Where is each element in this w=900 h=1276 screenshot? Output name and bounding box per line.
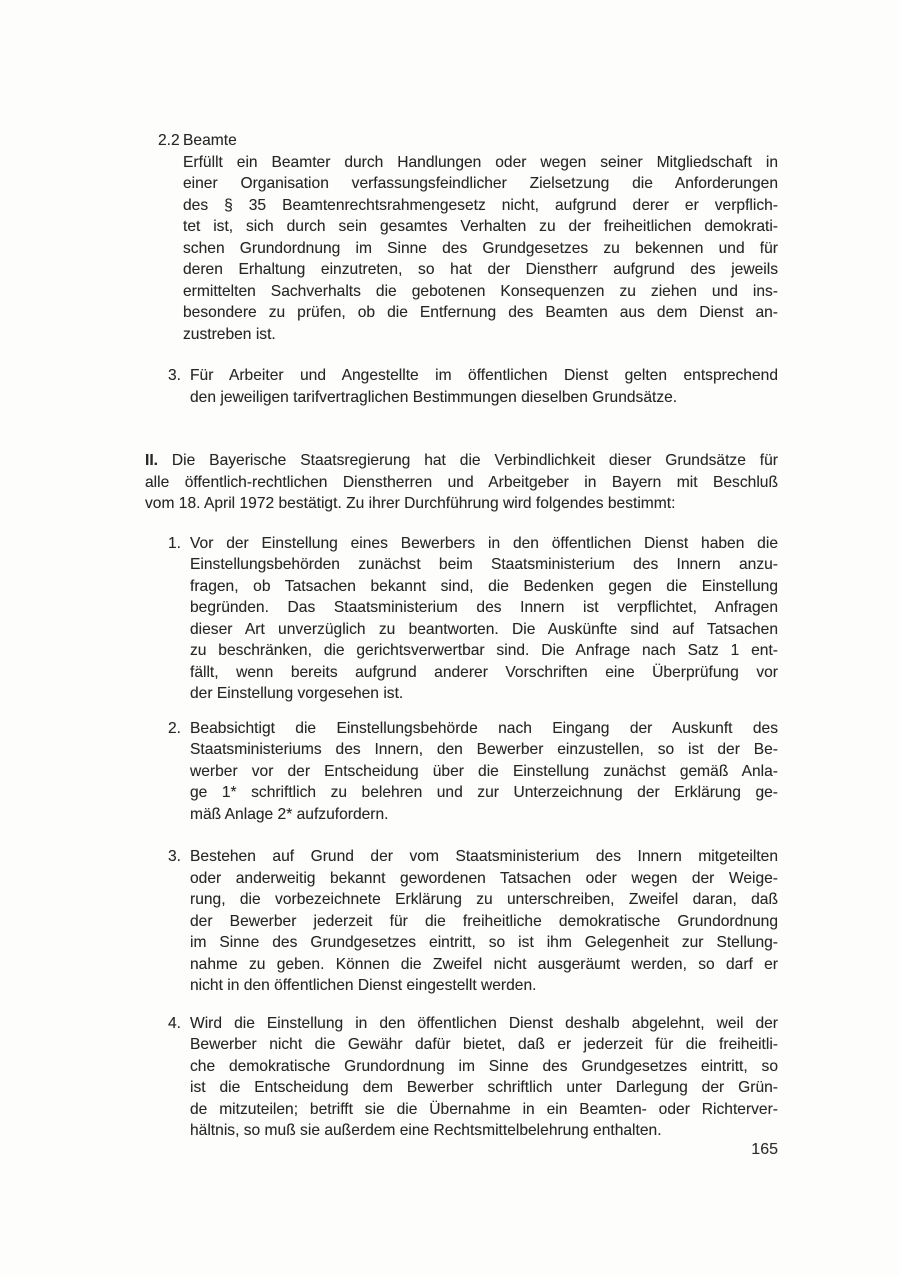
item-4-ablehnung-mitteilung-line-4: ist die Entscheidung dem Bewerber schriftlich unter Darlegung der Grün- [190, 1079, 778, 1096]
item-2-belehrung-erklaerung-line-2: Staatsministeriums des Innern, den Bewerber einzustellen, so ist der Be- [190, 741, 778, 758]
item-3-zweifel-stellungnahme-line-2: oder anderweitig bekannt gewordenen Tatsachen oder wegen der Weige- [190, 869, 778, 887]
item-3-zweifel-stellungnahme [145, 846, 778, 997]
item-4-ablehnung-mitteilung-line-6: hältnis, so muß sie außerdem eine Rechtsmittelbelehrung enthalten. [190, 1122, 662, 1139]
item-1-anfrage-staatsministerium-line-2: Einstellungsbehörden zunächst beim Staatsministerium des Innern anzu- [190, 556, 778, 573]
subsection-2-2-beamte-line-5: tet ist, sich durch sein gesamtes Verhalten zu der freiheitlichen demokrati- [183, 218, 778, 235]
subsection-2-2-beamte-label: 2.2 [158, 132, 180, 149]
paragraph-roman-ii [145, 450, 778, 515]
item-1-anfrage-staatsministerium-line-8: der Einstellung vorgesehen ist. [190, 685, 404, 702]
item-1-anfrage-staatsministerium [145, 533, 778, 705]
item-3-arbeiter-angestellte-line-1: Für Arbeiter und Angestellte im öffentlichen Dienst gelten entsprechend [190, 367, 778, 384]
subsection-2-2-beamte-line-4: des § 35 Beamtenrechtsrahmengesetz nicht, aufgrund derer er verpflich- [183, 196, 778, 214]
item-3-zweifel-stellungnahme-line-7: nicht in den öffentlichen Dienst eingestellt werden. [190, 977, 537, 994]
subsection-2-2-beamte-line-3: einer Organisation verfassungsfeindlicher Zielsetzung die Anforderungen [183, 175, 778, 192]
paragraph-roman-ii-line-3: vom 18. April 1972 bestätigt. Zu ihrer Durchführung wird folgendes bestimmt: [145, 495, 676, 512]
item-4-ablehnung-mitteilung-line-2: Bewerber nicht die Gewähr dafür bietet, daß er jederzeit für die freiheitli- [190, 1036, 778, 1053]
item-3-zweifel-stellungnahme-line-5: im Sinne des Grundgesetzes eintritt, so ist ihm Gelegenheit zur Stellung- [190, 934, 778, 951]
item-3-arbeiter-angestellte [145, 365, 778, 408]
item-3-zweifel-stellungnahme-line-6: nahme zu geben. Können die Zweifel nicht ausgeräumt werden, so darf er [190, 955, 778, 973]
item-4-ablehnung-mitteilung-line-5: de mitzuteilen; betrifft sie die Übernahme in ein Beamten- oder Richterver- [190, 1100, 778, 1118]
item-2-belehrung-erklaerung-line-4: ge 1* schriftlich zu belehren und zur Unterzeichnung der Erklärung ge- [190, 784, 778, 801]
subsection-2-2-beamte-line-7: deren Erhaltung einzutreten, so hat der Dienstherr aufgrund des jeweils [183, 261, 778, 278]
item-4-ablehnung-mitteilung [145, 1013, 778, 1142]
item-3-zweifel-stellungnahme-line-1: Bestehen auf Grund der vom Staatsministerium des Innern mitgeteilten [190, 848, 778, 865]
item-3-arbeiter-angestellte-label: 3. [168, 367, 182, 384]
item-2-belehrung-erklaerung-line-5: mäß Anlage 2* aufzufordern. [190, 805, 389, 823]
item-3-arbeiter-angestellte-line-2: den jeweiligen tarifvertraglichen Bestimmungen dieselben Grundsätze. [190, 388, 678, 406]
subsection-2-2-beamte-line-1: Beamte [183, 132, 237, 149]
item-4-ablehnung-mitteilung-line-1: Wird die Einstellung in den öffentlichen Dienst deshalb abgelehnt, weil der [190, 1014, 778, 1032]
subsection-2-2-beamte-line-2: Erfüllt ein Beamter durch Handlungen oder wegen seiner Mitgliedschaft in [183, 153, 778, 171]
paragraph-roman-ii-line-2: alle öffentlich-rechtlichen Dienstherren und Arbeitgeber in Bayern mit Beschluß [145, 473, 778, 491]
item-2-belehrung-erklaerung-label: 2. [168, 719, 182, 737]
item-1-anfrage-staatsministerium-line-7: fällt, wenn bereits aufgrund anderer Vorschriften eine Überprüfung vor [190, 663, 778, 681]
item-3-zweifel-stellungnahme-line-3: rung, die vorbezeichnete Erklärung zu unterschreiben, Zweifel daran, daß [190, 891, 778, 908]
subsection-2-2-beamte-line-8: ermittelten Sachverhalts die gebotenen Konsequenzen zu ziehen und ins- [183, 282, 778, 300]
item-3-zweifel-stellungnahme-label: 3. [168, 848, 182, 865]
item-2-belehrung-erklaerung-line-1: Beabsichtigt die Einstellungsbehörde nach Eingang der Auskunft des [190, 719, 778, 737]
subsection-2-2-beamte [145, 130, 778, 345]
item-1-anfrage-staatsministerium-label: 1. [168, 534, 182, 552]
document-body [145, 130, 778, 1142]
item-1-anfrage-staatsministerium-line-1: Vor der Einstellung eines Bewerbers in den öffentlichen Dienst haben die [190, 534, 778, 552]
subsection-2-2-beamte-line-10: zustreben ist. [183, 325, 276, 343]
page-number: 165 [751, 1141, 778, 1158]
item-1-anfrage-staatsministerium-line-4: begründen. Das Staatsministerium des Innern ist verpflichtet, Anfragen [190, 599, 778, 616]
item-1-anfrage-staatsministerium-line-5: dieser Art unverzüglich zu beantworten. Die Auskünfte sind auf Tatsachen [190, 620, 778, 638]
subsection-2-2-beamte-line-9: besondere zu prüfen, ob die Entfernung des Beamten aus dem Dienst an- [183, 304, 778, 321]
item-4-ablehnung-mitteilung-label: 4. [168, 1014, 182, 1032]
subsection-2-2-beamte-line-6: schen Grundordnung im Sinne des Grundgesetzes zu bekennen und für [183, 239, 778, 257]
paragraph-roman-ii-label: II. [145, 452, 158, 469]
paragraph-roman-ii-line-1: II. Die Bayerische Staatsregierung hat die Verbindlichkeit dieser Grundsätze für [145, 452, 778, 469]
item-2-belehrung-erklaerung [145, 718, 778, 826]
item-3-zweifel-stellungnahme-line-4: der Bewerber jederzeit für die freiheitliche demokratische Grundordnung [190, 912, 778, 930]
item-1-anfrage-staatsministerium-line-6: zu beschränken, die gerichtsverwertbar sind. Die Anfrage nach Satz 1 ent- [190, 642, 778, 659]
item-4-ablehnung-mitteilung-line-3: che demokratische Grundordnung im Sinne des Grundgesetzes eintritt, so [190, 1057, 778, 1075]
item-1-anfrage-staatsministerium-line-3: fragen, ob Tatsachen bekannt sind, die Bedenken gegen die Einstellung [190, 577, 778, 595]
item-2-belehrung-erklaerung-line-3: werber vor der Entscheidung über die Einstellung zunächst gemäß Anla- [190, 762, 778, 780]
